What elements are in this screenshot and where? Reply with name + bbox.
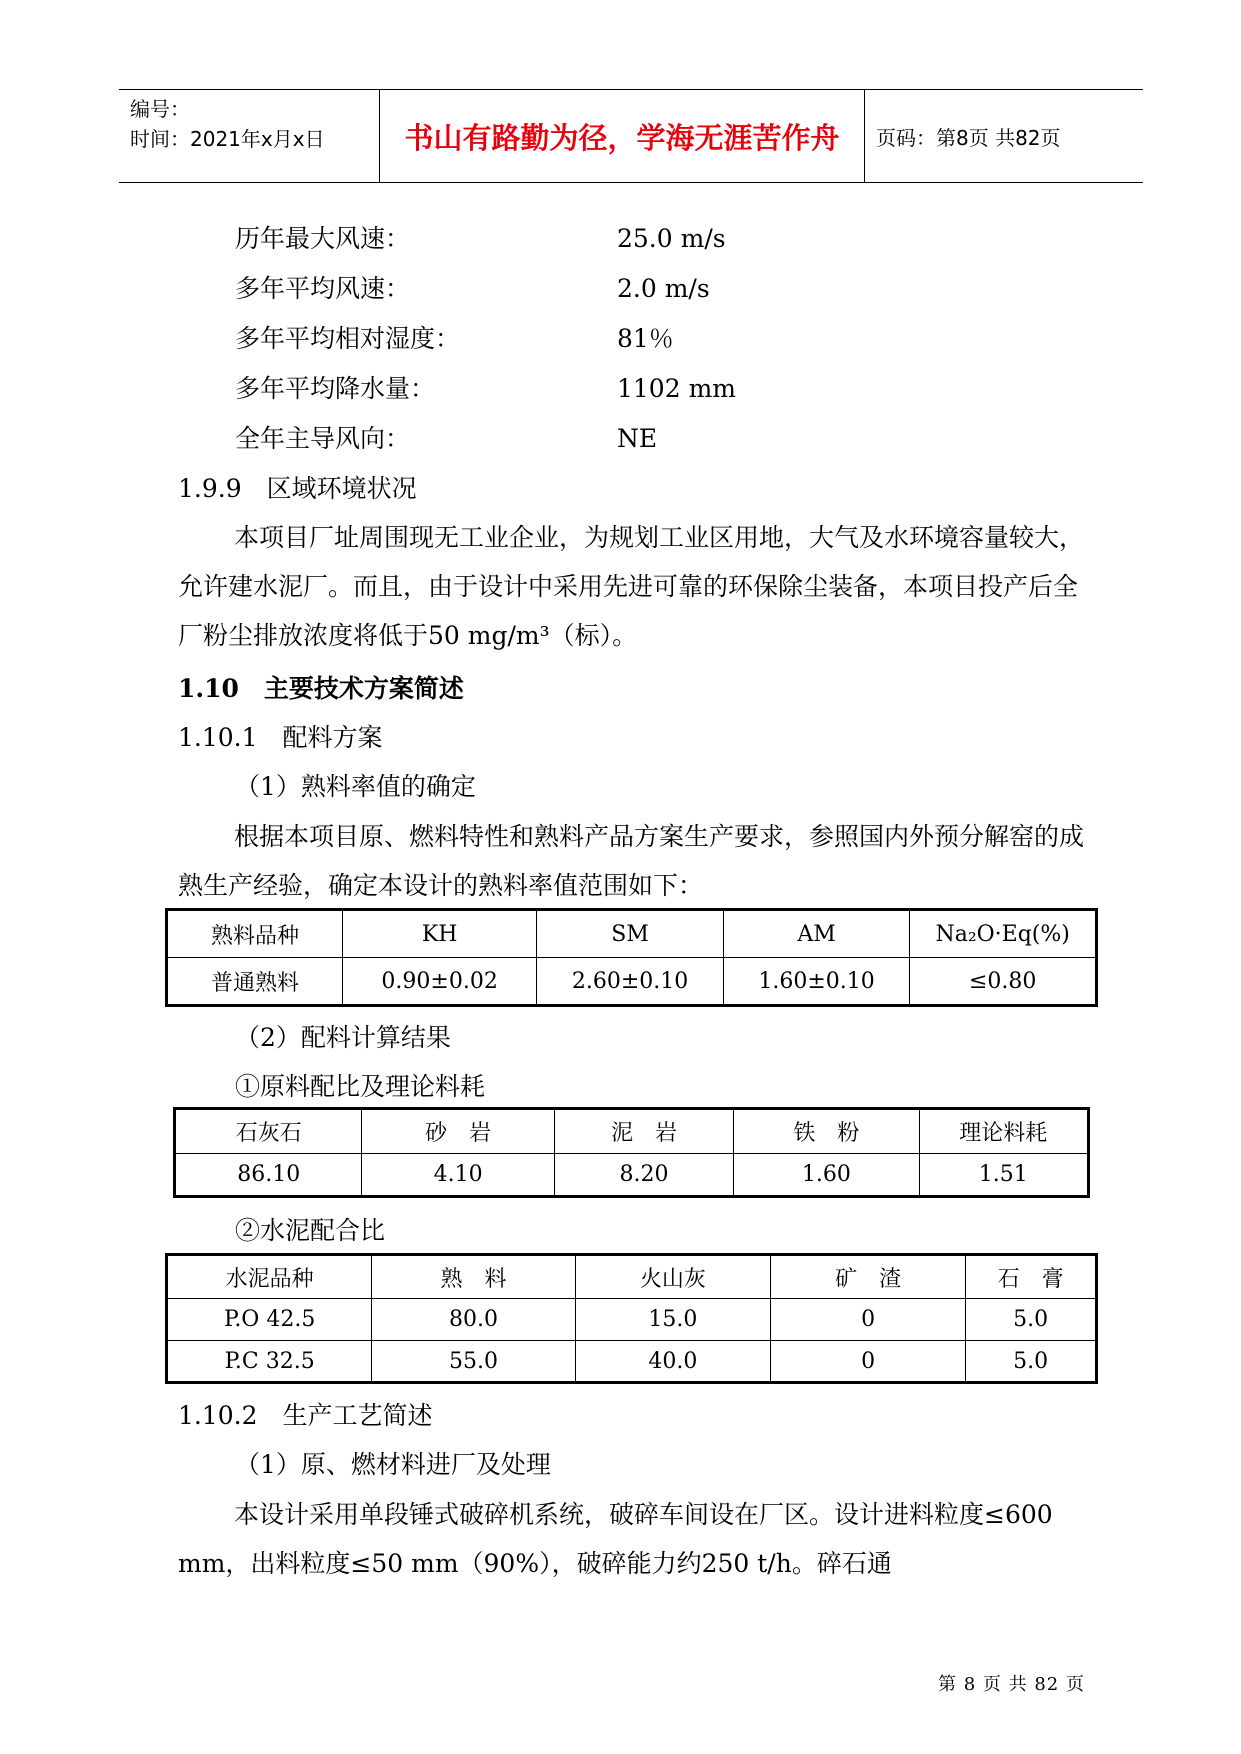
section-heading-1-10: 1.10 主要技术方案简述 xyxy=(178,674,464,703)
table-cell: 0 xyxy=(771,1299,966,1341)
table-cell: 0 xyxy=(771,1341,966,1383)
table-header-cell: 理论料耗 xyxy=(919,1109,1089,1154)
climate-value: 81％ xyxy=(617,324,674,353)
table-row xyxy=(167,958,1097,1006)
subheading-raw-fuel-processing: （1）原、燃材料进厂及处理 xyxy=(235,1450,551,1479)
table-header-cell: 熟 料 xyxy=(372,1255,575,1299)
table-header-cell: 矿 渣 xyxy=(771,1255,966,1299)
climate-label: 多年平均降水量： xyxy=(235,374,436,403)
clinker-ratio-table xyxy=(165,908,1098,1007)
table-header-cell: 石 膏 xyxy=(966,1255,1097,1299)
header-meta xyxy=(130,94,380,154)
table-header-cell: 石灰石 xyxy=(175,1109,362,1154)
table-cell: ≤0.80 xyxy=(910,958,1097,1006)
table-cell: 2.60±0.10 xyxy=(537,958,724,1006)
table-row xyxy=(175,1154,1089,1197)
climate-label: 多年平均风速： xyxy=(235,274,411,303)
cement-mix-table xyxy=(165,1253,1098,1384)
subheading-clinker-ratio: （1）熟料率值的确定 xyxy=(235,772,476,801)
section-heading-1-10-2: 1.10.2 生产工艺简述 xyxy=(178,1401,433,1430)
raw-material-table xyxy=(173,1107,1090,1198)
climate-label: 历年最大风速： xyxy=(235,224,411,253)
header-motto: 书山有路勤为径，学海无涯苦作舟 xyxy=(379,90,865,182)
table-cell: 5.0 xyxy=(966,1341,1097,1383)
table-header-cell: SM xyxy=(537,910,724,958)
table-cell: 5.0 xyxy=(966,1299,1097,1341)
table-cell: 8.20 xyxy=(554,1154,733,1197)
subheading-calc-results: （2）配料计算结果 xyxy=(235,1023,451,1052)
table-cell: 55.0 xyxy=(372,1341,575,1383)
table-header-cell: 泥 岩 xyxy=(554,1109,733,1154)
climate-value: 25.0 m/s xyxy=(617,224,726,253)
table-header-cell: KH xyxy=(342,910,536,958)
table-header-cell: 砂 岩 xyxy=(362,1109,554,1154)
header-page-info: 页码：第8页 共82页 xyxy=(876,125,1061,150)
subheading-raw-ratio: ①原料配比及理论料耗 xyxy=(235,1072,486,1101)
table-header-cell: AM xyxy=(723,910,910,958)
table-header-row xyxy=(175,1109,1089,1154)
table-cell: 80.0 xyxy=(372,1299,575,1341)
table-cell: 40.0 xyxy=(575,1341,770,1383)
subheading-cement-mix: ②水泥配合比 xyxy=(235,1216,386,1245)
table-header-cell: 熟料品种 xyxy=(167,910,343,958)
table-header-row xyxy=(167,910,1097,958)
climate-value: 2.0 m/s xyxy=(617,274,710,303)
page-header xyxy=(119,89,1143,183)
climate-label: 全年主导风向： xyxy=(235,424,411,453)
table-header-cell: 水泥品种 xyxy=(167,1255,372,1299)
table-cell: 86.10 xyxy=(175,1154,362,1197)
table-cell: P.C 32.5 xyxy=(167,1341,372,1383)
table-cell: P.O 42.5 xyxy=(167,1299,372,1341)
table-cell: 4.10 xyxy=(362,1154,554,1197)
table-header-cell: 火山灰 xyxy=(575,1255,770,1299)
table-cell: 15.0 xyxy=(575,1299,770,1341)
page-footer: 第 8 页 共 82 页 xyxy=(938,1674,1085,1695)
doc-number-label: 编号： xyxy=(130,97,190,121)
table-header-cell: Na₂O·Eq(%) xyxy=(910,910,1097,958)
climate-label: 多年平均相对湿度： xyxy=(235,324,461,353)
table-cell: 1.60±0.10 xyxy=(723,958,910,1006)
climate-value: NE xyxy=(617,424,658,453)
table-cell: 0.90±0.02 xyxy=(342,958,536,1006)
env-paragraph: 本项目厂址周围现无工业企业，为规划工业区用地，大气及水环境容量较大，允许建水泥厂。而且，由于设计中采用先进可靠的环保除尘装备，本项目投产后全厂粉尘排放浓度将低于50 mg/m³（标）。 xyxy=(178,523,1085,650)
section-heading-1-9-9: 1.9.9 区域环境状况 xyxy=(178,474,417,503)
ratio-paragraph: 根据本项目原、燃料特性和熟料产品方案生产要求，参照国内外预分解窑的成熟生产经验，确定本设计的熟料率值范围如下： xyxy=(178,822,1085,900)
section-heading-1-10-1: 1.10.1 配料方案 xyxy=(178,723,383,752)
table-header-row xyxy=(167,1255,1097,1299)
climate-value: 1102 mm xyxy=(617,374,736,403)
table-header-cell: 铁 粉 xyxy=(734,1109,919,1154)
table-cell: 1.51 xyxy=(919,1154,1089,1197)
table-row xyxy=(167,1341,1097,1383)
table-cell: 普通熟料 xyxy=(167,958,343,1006)
table-row xyxy=(167,1299,1097,1341)
crush-paragraph: 本设计采用单段锤式破碎机系统，破碎车间设在厂区。设计进料粒度≤600 mm，出料粒度≤50 mm（90%），破碎能力约250 t/h。碎石通 xyxy=(178,1500,1053,1578)
doc-time-label: 时间：2021年x月x日 xyxy=(130,127,325,151)
table-cell: 1.60 xyxy=(734,1154,919,1197)
